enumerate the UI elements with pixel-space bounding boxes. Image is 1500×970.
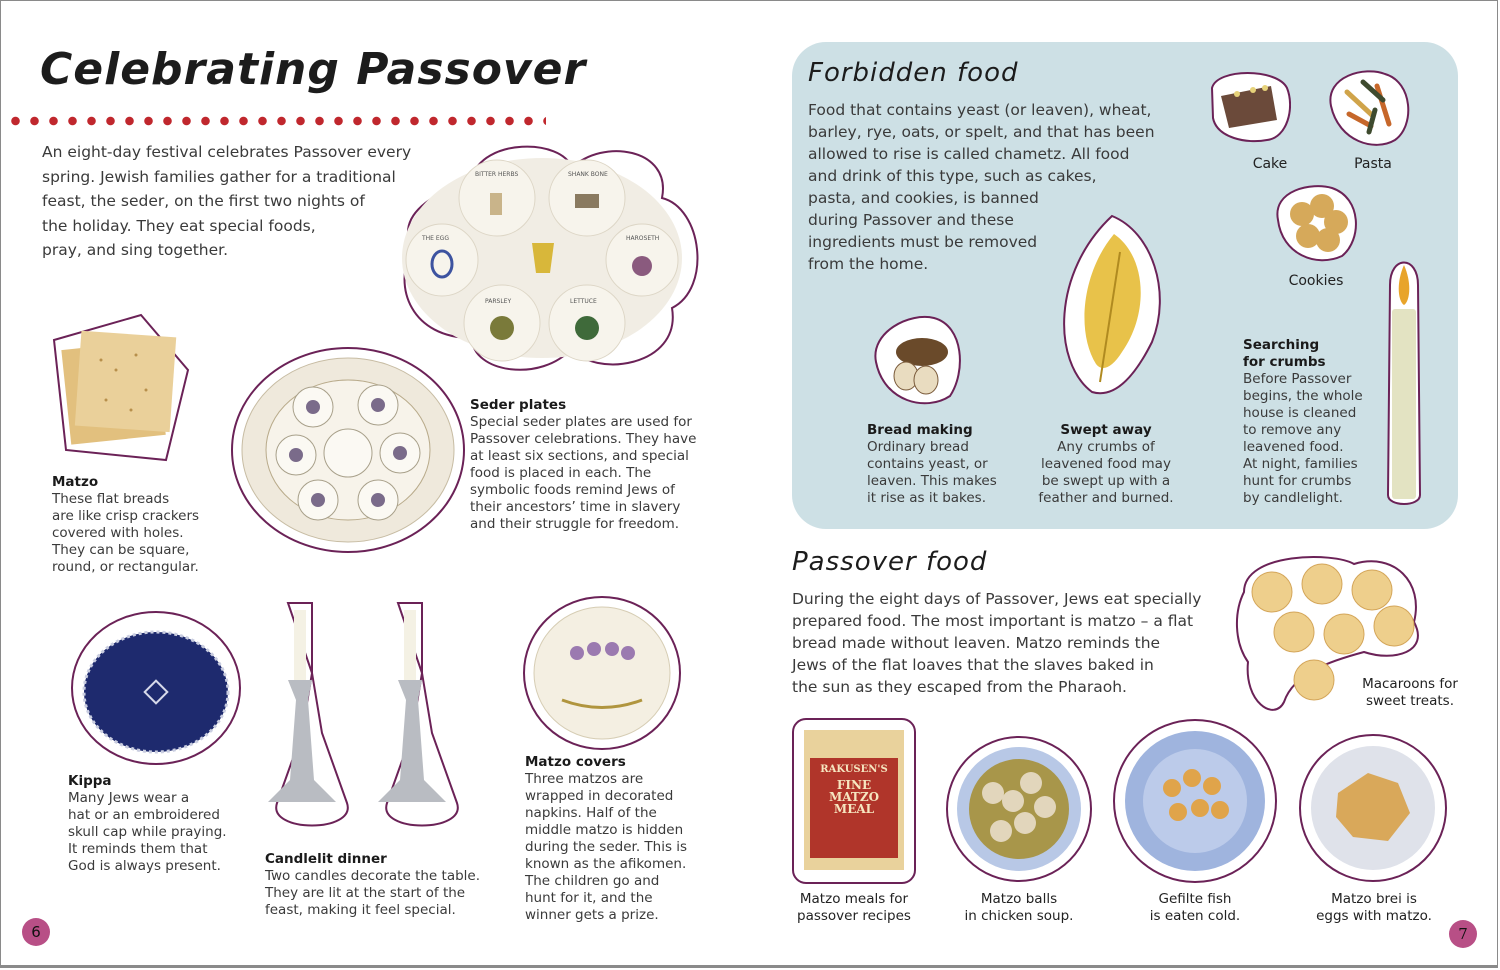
caption-line: Matzo meals for bbox=[799, 891, 909, 907]
paragraph-line: the sun as they escaped from the Pharaoh. bbox=[792, 678, 1127, 696]
matzo-meal-box-image bbox=[792, 718, 916, 884]
bread-making-caption bbox=[867, 422, 1017, 507]
svg-text:LETTUCE: LETTUCE bbox=[570, 298, 597, 305]
matzo-balls-caption bbox=[949, 891, 1089, 925]
paragraph-line: bread made without leaven. Matzo reminds the bbox=[792, 634, 1161, 652]
intro-line: An eight-day festival celebrates Passover every bbox=[42, 143, 412, 161]
caption-line: Special seder plates are used for bbox=[470, 414, 692, 430]
caption-line: They are lit at the start of the bbox=[265, 885, 466, 901]
caption-line: These flat breads bbox=[52, 491, 170, 507]
caption-line: during the seder. This is bbox=[525, 839, 688, 855]
box-text: MEAL bbox=[833, 802, 875, 816]
caption-title: Swept away bbox=[1060, 422, 1152, 438]
paragraph-line: Food that contains yeast (or leaven), wheat, bbox=[808, 101, 1152, 119]
caption-title: Searching bbox=[1243, 337, 1320, 353]
caption-title: Matzo bbox=[52, 474, 99, 490]
caption-line: by candlelight. bbox=[1243, 490, 1343, 506]
page-number-right: 7 bbox=[1449, 920, 1477, 948]
caption-title: Kippa bbox=[68, 773, 112, 789]
caption-line: it rise as it bakes. bbox=[867, 490, 987, 506]
caption-line: winner gets a prize. bbox=[525, 907, 659, 923]
svg-text:THE EGG: THE EGG bbox=[422, 235, 449, 242]
caption-line: in chicken soup. bbox=[964, 908, 1074, 924]
caption-line: are like crisp crackers bbox=[52, 508, 200, 524]
caption-line: symbolic foods remind Jews of bbox=[470, 482, 675, 498]
cake-label: Cake bbox=[1252, 156, 1288, 172]
caption-line: The children go and bbox=[525, 873, 660, 889]
caption-line: Passover celebrations. They have bbox=[470, 431, 697, 447]
passover-food-heading: Passover food bbox=[792, 547, 988, 577]
caption-line: round, or rectangular. bbox=[52, 559, 199, 575]
page-title: Celebrating Passover bbox=[40, 44, 587, 95]
caption-title: Seder plates bbox=[470, 397, 567, 413]
forbidden-food-heading: Forbidden food bbox=[808, 58, 1019, 88]
caption-line: Any crumbs of bbox=[1057, 439, 1155, 455]
paragraph-line: and drink of this type, such as cakes, bbox=[808, 167, 1097, 185]
caption-line: leavened food. bbox=[1243, 439, 1344, 455]
caption-line: sweet treats. bbox=[1365, 693, 1454, 709]
candle-image bbox=[1376, 255, 1432, 507]
caption-line: It reminds them that bbox=[68, 841, 208, 857]
swept-away-caption bbox=[1030, 422, 1182, 507]
caption-line: contains yeast, or bbox=[867, 456, 988, 472]
caption-line: leaven. This makes bbox=[867, 473, 997, 489]
caption-line: Macaroons for bbox=[1362, 676, 1458, 692]
caption-line: skull cap while praying. bbox=[68, 824, 227, 840]
caption-title: Candlelit dinner bbox=[265, 851, 387, 867]
caption-title: Matzo covers bbox=[525, 754, 626, 770]
intro-line: spring. Jewish families gather for a traditional bbox=[42, 167, 396, 186]
caption-line: to remove any bbox=[1243, 422, 1342, 438]
intro-line: feast, the seder, on the first two nights of bbox=[42, 192, 365, 210]
caption-line: Ordinary bread bbox=[867, 439, 969, 455]
caption-line: Before Passover bbox=[1243, 371, 1352, 387]
caption-line: Three matzos are bbox=[525, 771, 644, 787]
decorated-seder-plate-image bbox=[228, 345, 468, 555]
svg-text:BITTER HERBS: BITTER HERBS bbox=[475, 171, 519, 178]
candlesticks-image bbox=[258, 598, 468, 843]
pasta-image bbox=[1325, 66, 1413, 148]
paragraph-line: allowed to rise is called chametz. All food bbox=[808, 145, 1130, 163]
kippa-image bbox=[70, 610, 242, 766]
dotted-divider bbox=[6, 115, 546, 127]
caption-line: Matzo brei is bbox=[1331, 891, 1417, 907]
svg-text:SHANK BONE: SHANK BONE bbox=[568, 171, 608, 178]
gefilte-fish-caption bbox=[1125, 891, 1265, 925]
caption-line: Matzo balls bbox=[980, 891, 1058, 907]
candlelit-caption bbox=[265, 851, 505, 919]
cookies-label: Cookies bbox=[1288, 273, 1344, 289]
seder-plate-image bbox=[372, 138, 710, 374]
caption-line: Gefilte fish bbox=[1158, 891, 1232, 907]
caption-line: covered with holes. bbox=[52, 525, 184, 541]
paragraph-line: prepared food. The most important is matzo – a flat bbox=[792, 612, 1194, 630]
macaroons-caption bbox=[1345, 676, 1475, 710]
paragraph-line: During the eight days of Passover, Jews eat specially bbox=[792, 590, 1202, 608]
gefilte-fish-image bbox=[1112, 718, 1278, 884]
caption-line: wrapped in decorated bbox=[525, 788, 674, 804]
paragraph-line: ingredients must be removed bbox=[808, 233, 1038, 251]
caption-line: God is always present. bbox=[68, 858, 221, 874]
paragraph-line: during Passover and these bbox=[808, 211, 1014, 229]
caption-line: food is placed in each. The bbox=[470, 465, 652, 481]
caption-line: hunt for crumbs bbox=[1243, 473, 1352, 489]
caption-line: Two candles decorate the table. bbox=[265, 868, 481, 884]
caption-line: middle matzo is hidden bbox=[525, 822, 684, 838]
svg-text:HAROSETH: HAROSETH bbox=[626, 235, 660, 242]
caption-line: is eaten cold. bbox=[1149, 908, 1241, 924]
caption-line: eggs with matzo. bbox=[1316, 908, 1432, 924]
pasta-label: Pasta bbox=[1354, 156, 1392, 172]
paragraph-line: pasta, and cookies, is banned bbox=[808, 189, 1039, 207]
paragraph-line: Jews of the flat loaves that the slaves baked in bbox=[792, 656, 1154, 674]
matzo-meal-caption bbox=[784, 891, 924, 925]
paragraph-line: from the home. bbox=[808, 255, 929, 273]
caption-line: leavened food may bbox=[1041, 456, 1171, 472]
caption-line: known as the afikomen. bbox=[525, 856, 687, 872]
caption-line: their ancestors’ time in slavery bbox=[470, 499, 681, 515]
matzo-cover-image bbox=[522, 595, 682, 751]
caption-line: house is cleaned bbox=[1243, 405, 1357, 421]
paragraph-line: barley, rye, oats, or spelt, and that has been bbox=[808, 123, 1155, 141]
searching-crumbs-caption bbox=[1243, 337, 1383, 507]
matzo-ball-soup-image bbox=[945, 735, 1093, 883]
intro-line: pray, and sing together. bbox=[42, 241, 229, 259]
caption-line: be swept up with a bbox=[1041, 473, 1171, 489]
cake-image bbox=[1207, 68, 1291, 144]
caption-line: They can be square, bbox=[52, 542, 190, 558]
cookies-image bbox=[1272, 180, 1362, 264]
intro-line: the holiday. They eat special foods, bbox=[42, 216, 316, 235]
feather-image bbox=[1052, 212, 1172, 400]
page-number-left: 6 bbox=[22, 918, 50, 946]
caption-title: for crumbs bbox=[1243, 354, 1326, 370]
caption-line: hunt for it, and the bbox=[525, 890, 653, 906]
box-text: FINE bbox=[836, 778, 872, 792]
matzo-caption bbox=[52, 474, 232, 576]
matzo-covers-caption bbox=[525, 754, 715, 924]
passover-food-paragraph bbox=[792, 588, 1232, 698]
bread-image bbox=[870, 312, 970, 412]
svg-text:PARSLEY: PARSLEY bbox=[485, 298, 512, 305]
caption-line: Many Jews wear a bbox=[68, 790, 190, 806]
caption-line: hat or an embroidered bbox=[68, 807, 220, 823]
caption-line: at least six sections, and special bbox=[470, 448, 689, 464]
caption-line: begins, the whole bbox=[1243, 388, 1363, 404]
caption-line: feather and burned. bbox=[1038, 490, 1174, 506]
caption-line: passover recipes bbox=[797, 908, 911, 924]
caption-line: At night, families bbox=[1243, 456, 1358, 472]
caption-title: Bread making bbox=[867, 422, 973, 438]
matzo-image bbox=[46, 310, 196, 470]
kippa-caption bbox=[68, 773, 248, 875]
caption-line: napkins. Half of the bbox=[525, 805, 657, 821]
box-text: MATZO bbox=[828, 790, 880, 804]
matzo-brei-caption bbox=[1304, 891, 1444, 925]
caption-line: feast, making it feel special. bbox=[265, 902, 456, 918]
seder-plates-caption bbox=[470, 397, 710, 533]
matzo-brei-image bbox=[1298, 733, 1448, 883]
box-brand: RAKUSEN'S bbox=[820, 764, 888, 775]
caption-line: and their struggle for freedom. bbox=[470, 516, 680, 532]
